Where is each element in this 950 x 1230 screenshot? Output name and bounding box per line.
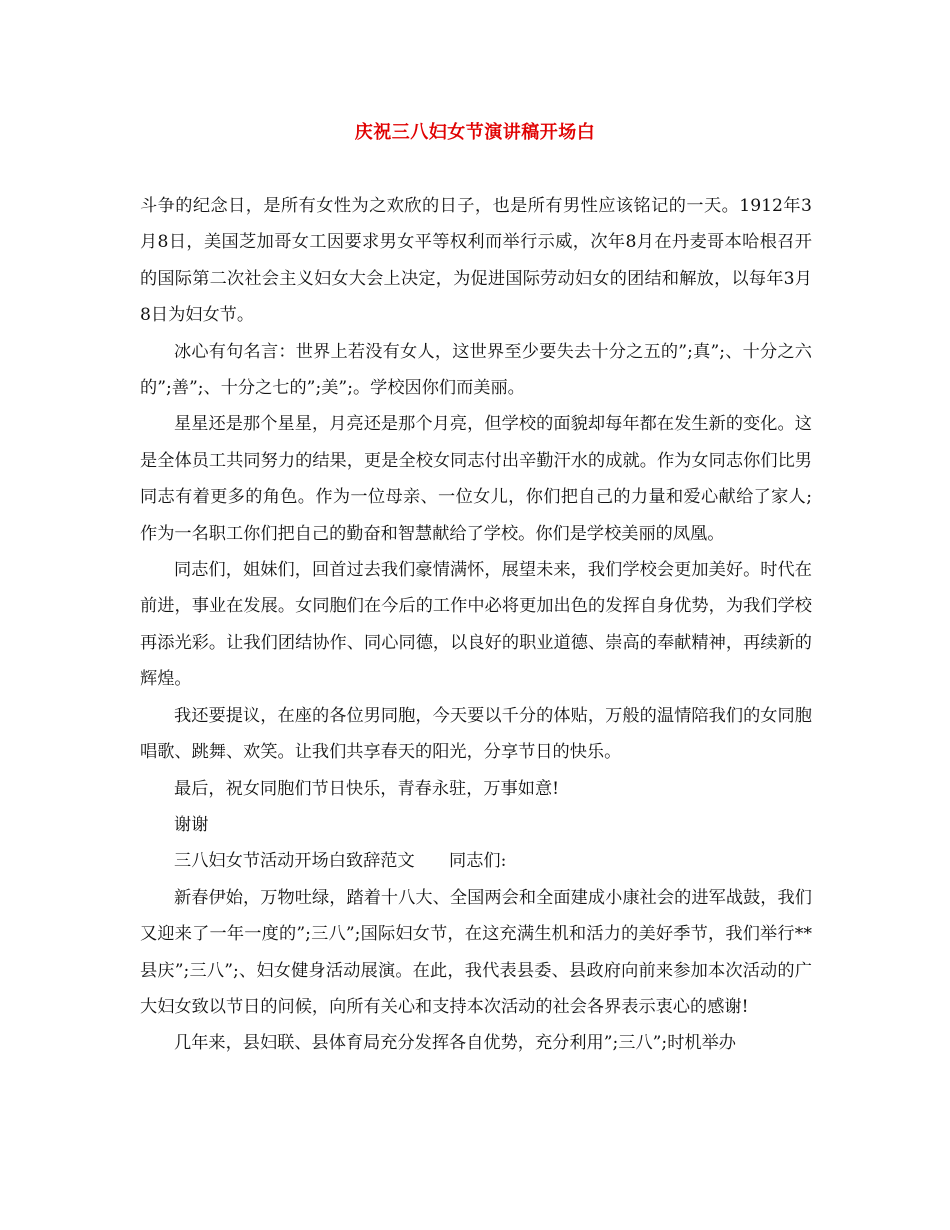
paragraph: 冰心有句名言：世界上若没有女人，这世界至少要失去十分之五的”;真”;、十分之六的”;善”;、十分之七的”;美”;。学校因你们而美丽。 — [140, 341, 812, 399]
paragraph: 星星还是那个星星，月亮还是那个月亮，但学校的面貌却每年都在发生新的变化。这是全体员工共同努力的结果，更是全校女同志付出辛勤汗水的成就。作为女同志你们比男同志有着更多的角色。作为一位母亲、一位女儿，你们把自己的力量和爱心献给了家人;作为一名职工你们把自己的勤奋和智慧献给了学校。你们是学校美丽的凤凰。 — [140, 414, 812, 544]
paragraph: 三八妇女节活动开场白致辞范文 同志们: — [174, 851, 507, 872]
document-title: 庆祝三八妇女节演讲稿开场白 — [354, 122, 596, 143]
paragraph: 同志们，姐妹们，回首过去我们豪情满怀，展望未来，我们学校会更加美好。时代在前进，事业在发展。女同胞们在今后的工作中必将更加出色的发挥自身优势，为我们学校再添光彩。让我们团结协作、同心同德，以良好的职业道德、崇高的奉献精神，再续新的辉煌。 — [140, 560, 812, 690]
document-body — [140, 188, 812, 1062]
paragraph: 新春伊始，万物吐绿，踏着十八大、全国两会和全面建成小康社会的进军战鼓，我们又迎来了一年一度的”;三八”;国际妇女节，在这充满生机和活力的美好季节，我们举行**县庆”;三八”;、妇女健身活动展演。在此，我代表县委、县政府向前来参加本次活动的广大妇女致以节日的问候，向所有关心和支持本次活动的社会各界表示衷心的感谢! — [140, 887, 812, 1017]
paragraph: 我还要提议，在座的各位男同胞，今天要以千分的体贴，万般的温情陪我们的女同胞唱歌、跳舞、欢笑。让我们共享春天的阳光，分享节日的快乐。 — [140, 705, 812, 763]
paragraph: 斗争的纪念日，是所有女性为之欢欣的日子，也是所有男性应该铭记的一天。1912年3月8日，美国芝加哥女工因要求男女平等权利而举行示威，次年8月在丹麦哥本哈根召开的国际第二次社会主义妇女大会上决定，为促进国际劳动妇女的团结和解放，以每年3月8日为妇女节。 — [140, 196, 812, 326]
paragraph: 最后，祝女同胞们节日快乐，青春永驻，万事如意! — [174, 778, 560, 799]
paragraph: 谢谢 — [174, 814, 209, 835]
paragraph: 几年来，县妇联、县体育局充分发挥各自优势，充分利用”;三八”;时机举办 — [174, 1033, 736, 1054]
